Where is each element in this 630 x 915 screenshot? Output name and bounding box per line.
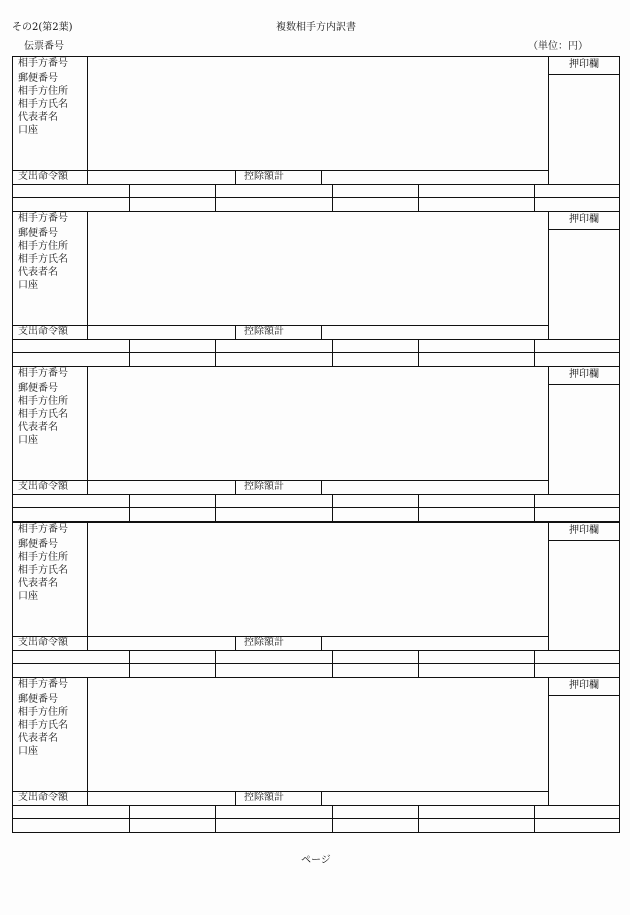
detail-column-divider-4 <box>418 184 419 211</box>
postal-code-label: 郵便番号 <box>18 539 58 550</box>
detail-column-divider-5 <box>534 184 535 211</box>
postal-code-label: 郵便番号 <box>18 694 58 705</box>
account-label: 口座 <box>18 280 38 291</box>
label-column-divider <box>87 677 88 805</box>
block-border-top <box>12 211 620 212</box>
amount-row-divider-1 <box>235 170 236 184</box>
amount-row-bottom <box>12 805 620 806</box>
postal-code-value[interactable] <box>92 73 542 85</box>
sheet-number-label: その2(第2葉) <box>12 22 73 33</box>
detail-column-divider-5 <box>534 805 535 832</box>
name-label: 相手方氏名 <box>18 254 68 265</box>
detail-column-divider-4 <box>418 339 419 366</box>
detail-row-divider <box>12 352 620 353</box>
page-title: 複数相手方内訳書 <box>276 22 356 33</box>
detail-column-divider-1 <box>129 339 130 366</box>
block-border-top <box>12 677 620 678</box>
seal-column-divider <box>548 366 549 494</box>
amount-row-bottom <box>12 650 620 651</box>
representative-label: 代表者名 <box>18 267 58 278</box>
representative-label: 代表者名 <box>18 578 58 589</box>
block-border-right <box>619 677 620 833</box>
address-value[interactable] <box>92 707 542 719</box>
seal-column-divider <box>548 211 549 339</box>
party-number-value[interactable] <box>92 58 542 70</box>
account-label: 口座 <box>18 591 38 602</box>
account-value[interactable] <box>92 280 542 292</box>
seal-column-divider <box>548 677 549 805</box>
name-label: 相手方氏名 <box>18 565 68 576</box>
block-border-right <box>619 211 620 367</box>
detail-column-divider-2 <box>215 494 216 521</box>
seal-header-divider <box>548 540 620 541</box>
block-border-right <box>619 56 620 212</box>
address-label: 相手方住所 <box>18 241 68 252</box>
postal-code-label: 郵便番号 <box>18 383 58 394</box>
party-number-label: 相手方番号 <box>18 213 68 224</box>
recipient-block-4 <box>12 522 620 677</box>
deduction-total-value[interactable] <box>325 637 545 649</box>
seal-column-divider <box>548 56 549 184</box>
amount-row-bottom <box>12 339 620 340</box>
detail-column-divider-3 <box>332 184 333 211</box>
recipient-block-5 <box>12 677 620 832</box>
representative-value[interactable] <box>92 733 542 745</box>
recipient-block-2 <box>12 211 620 366</box>
name-value[interactable] <box>92 409 542 421</box>
payment-order-amount-label: 支出命令額 <box>18 481 68 492</box>
deduction-total-value[interactable] <box>325 481 545 493</box>
block-border-left <box>12 677 13 833</box>
detail-row-divider <box>12 507 620 508</box>
representative-value[interactable] <box>92 267 542 279</box>
seal-column-label: 押印欄 <box>569 214 599 225</box>
account-value[interactable] <box>92 591 542 603</box>
amount-row-divider-2 <box>321 170 322 184</box>
deduction-total-label: 控除額計 <box>244 481 284 492</box>
detail-column-divider-1 <box>129 494 130 521</box>
detail-column-divider-2 <box>215 184 216 211</box>
unit-label: （単位：円） <box>528 41 588 52</box>
postal-code-value[interactable] <box>92 383 542 395</box>
detail-column-divider-2 <box>215 339 216 366</box>
deduction-total-label: 控除額計 <box>244 637 284 648</box>
detail-column-divider-4 <box>418 494 419 521</box>
address-value[interactable] <box>92 552 542 564</box>
deduction-total-label: 控除額計 <box>244 792 284 803</box>
representative-label: 代表者名 <box>18 112 58 123</box>
detail-row-divider <box>12 818 620 819</box>
amount-row-divider-1 <box>235 480 236 494</box>
name-label: 相手方氏名 <box>18 409 68 420</box>
detail-column-divider-1 <box>129 805 130 832</box>
party-number-label: 相手方番号 <box>18 679 68 690</box>
seal-header-divider <box>548 229 620 230</box>
block-border-top <box>12 56 620 57</box>
block-border-top <box>12 366 620 367</box>
detail-column-divider-1 <box>129 650 130 677</box>
party-number-label: 相手方番号 <box>18 368 68 379</box>
payment-order-amount-value[interactable] <box>92 171 232 183</box>
detail-column-divider-4 <box>418 805 419 832</box>
detail-column-divider-5 <box>534 339 535 366</box>
postal-code-value[interactable] <box>92 539 542 551</box>
account-value[interactable] <box>92 435 542 447</box>
detail-column-divider-2 <box>215 805 216 832</box>
name-label: 相手方氏名 <box>18 720 68 731</box>
slip-number-label: 伝票番号 <box>24 41 64 52</box>
account-value[interactable] <box>92 746 542 758</box>
block-border-left <box>12 211 13 367</box>
amount-row-divider-1 <box>235 791 236 805</box>
label-column-divider <box>87 56 88 184</box>
payment-order-amount-value[interactable] <box>92 481 232 493</box>
representative-label: 代表者名 <box>18 422 58 433</box>
address-value[interactable] <box>92 396 542 408</box>
party-number-value[interactable] <box>92 368 542 380</box>
page-footer-label: ページ <box>301 855 331 866</box>
detail-column-divider-3 <box>332 650 333 677</box>
payment-order-amount-label: 支出命令額 <box>18 792 68 803</box>
seal-column-divider <box>548 522 549 650</box>
seal-header-divider <box>548 695 620 696</box>
name-value[interactable] <box>92 99 542 111</box>
account-value[interactable] <box>92 125 542 137</box>
amount-row-divider-2 <box>321 791 322 805</box>
block-border-right <box>619 366 620 522</box>
payment-order-amount-value[interactable] <box>92 792 232 804</box>
detail-row-divider <box>12 197 620 198</box>
address-value[interactable] <box>92 86 542 98</box>
detail-column-divider-5 <box>534 494 535 521</box>
deduction-total-value[interactable] <box>325 792 545 804</box>
detail-column-divider-4 <box>418 650 419 677</box>
representative-label: 代表者名 <box>18 733 58 744</box>
seal-column-label: 押印欄 <box>569 369 599 380</box>
account-label: 口座 <box>18 125 38 136</box>
postal-code-value[interactable] <box>92 228 542 240</box>
postal-code-value[interactable] <box>92 694 542 706</box>
account-label: 口座 <box>18 746 38 757</box>
seal-header-divider <box>548 384 620 385</box>
postal-code-label: 郵便番号 <box>18 73 58 84</box>
name-value[interactable] <box>92 254 542 266</box>
name-value[interactable] <box>92 565 542 577</box>
seal-column-label: 押印欄 <box>569 59 599 70</box>
representative-value[interactable] <box>92 422 542 434</box>
seal-header-divider <box>548 74 620 75</box>
detail-row-divider <box>12 663 620 664</box>
amount-row-divider-2 <box>321 636 322 650</box>
detail-column-divider-2 <box>215 650 216 677</box>
address-label: 相手方住所 <box>18 552 68 563</box>
amount-row-divider-1 <box>235 325 236 339</box>
block-border-bottom <box>12 832 620 833</box>
party-number-value[interactable] <box>92 679 542 691</box>
amount-row-divider-2 <box>321 325 322 339</box>
detail-column-divider-5 <box>534 650 535 677</box>
address-label: 相手方住所 <box>18 396 68 407</box>
payment-order-amount-value[interactable] <box>92 326 232 338</box>
amount-row-divider-2 <box>321 480 322 494</box>
representative-value[interactable] <box>92 112 542 124</box>
label-column-divider <box>87 522 88 650</box>
party-number-label: 相手方番号 <box>18 524 68 535</box>
block-border-right <box>619 522 620 678</box>
name-value[interactable] <box>92 720 542 732</box>
block-border-top <box>12 522 620 523</box>
address-label: 相手方住所 <box>18 86 68 97</box>
representative-value[interactable] <box>92 578 542 590</box>
block-border-left <box>12 56 13 212</box>
deduction-total-label: 控除額計 <box>244 171 284 182</box>
party-number-label: 相手方番号 <box>18 58 68 69</box>
payment-order-amount-value[interactable] <box>92 637 232 649</box>
amount-row-bottom <box>12 184 620 185</box>
account-label: 口座 <box>18 435 38 446</box>
detail-column-divider-1 <box>129 184 130 211</box>
detail-column-divider-3 <box>332 339 333 366</box>
block-border-left <box>12 522 13 678</box>
deduction-total-label: 控除額計 <box>244 326 284 337</box>
party-number-value[interactable] <box>92 213 542 225</box>
detail-column-divider-3 <box>332 805 333 832</box>
block-border-left <box>12 366 13 522</box>
payment-order-amount-label: 支出命令額 <box>18 637 68 648</box>
seal-column-label: 押印欄 <box>569 525 599 536</box>
amount-row-bottom <box>12 494 620 495</box>
payment-order-amount-label: 支出命令額 <box>18 326 68 337</box>
amount-row-divider-1 <box>235 636 236 650</box>
detail-column-divider-3 <box>332 494 333 521</box>
postal-code-label: 郵便番号 <box>18 228 58 239</box>
label-column-divider <box>87 366 88 494</box>
name-label: 相手方氏名 <box>18 99 68 110</box>
address-label: 相手方住所 <box>18 707 68 718</box>
seal-column-label: 押印欄 <box>569 680 599 691</box>
label-column-divider <box>87 211 88 339</box>
address-value[interactable] <box>92 241 542 253</box>
party-number-value[interactable] <box>92 524 542 536</box>
payment-order-amount-label: 支出命令額 <box>18 171 68 182</box>
recipient-block-1 <box>12 56 620 211</box>
recipient-block-3 <box>12 366 620 521</box>
deduction-total-value[interactable] <box>325 326 545 338</box>
deduction-total-value[interactable] <box>325 171 545 183</box>
